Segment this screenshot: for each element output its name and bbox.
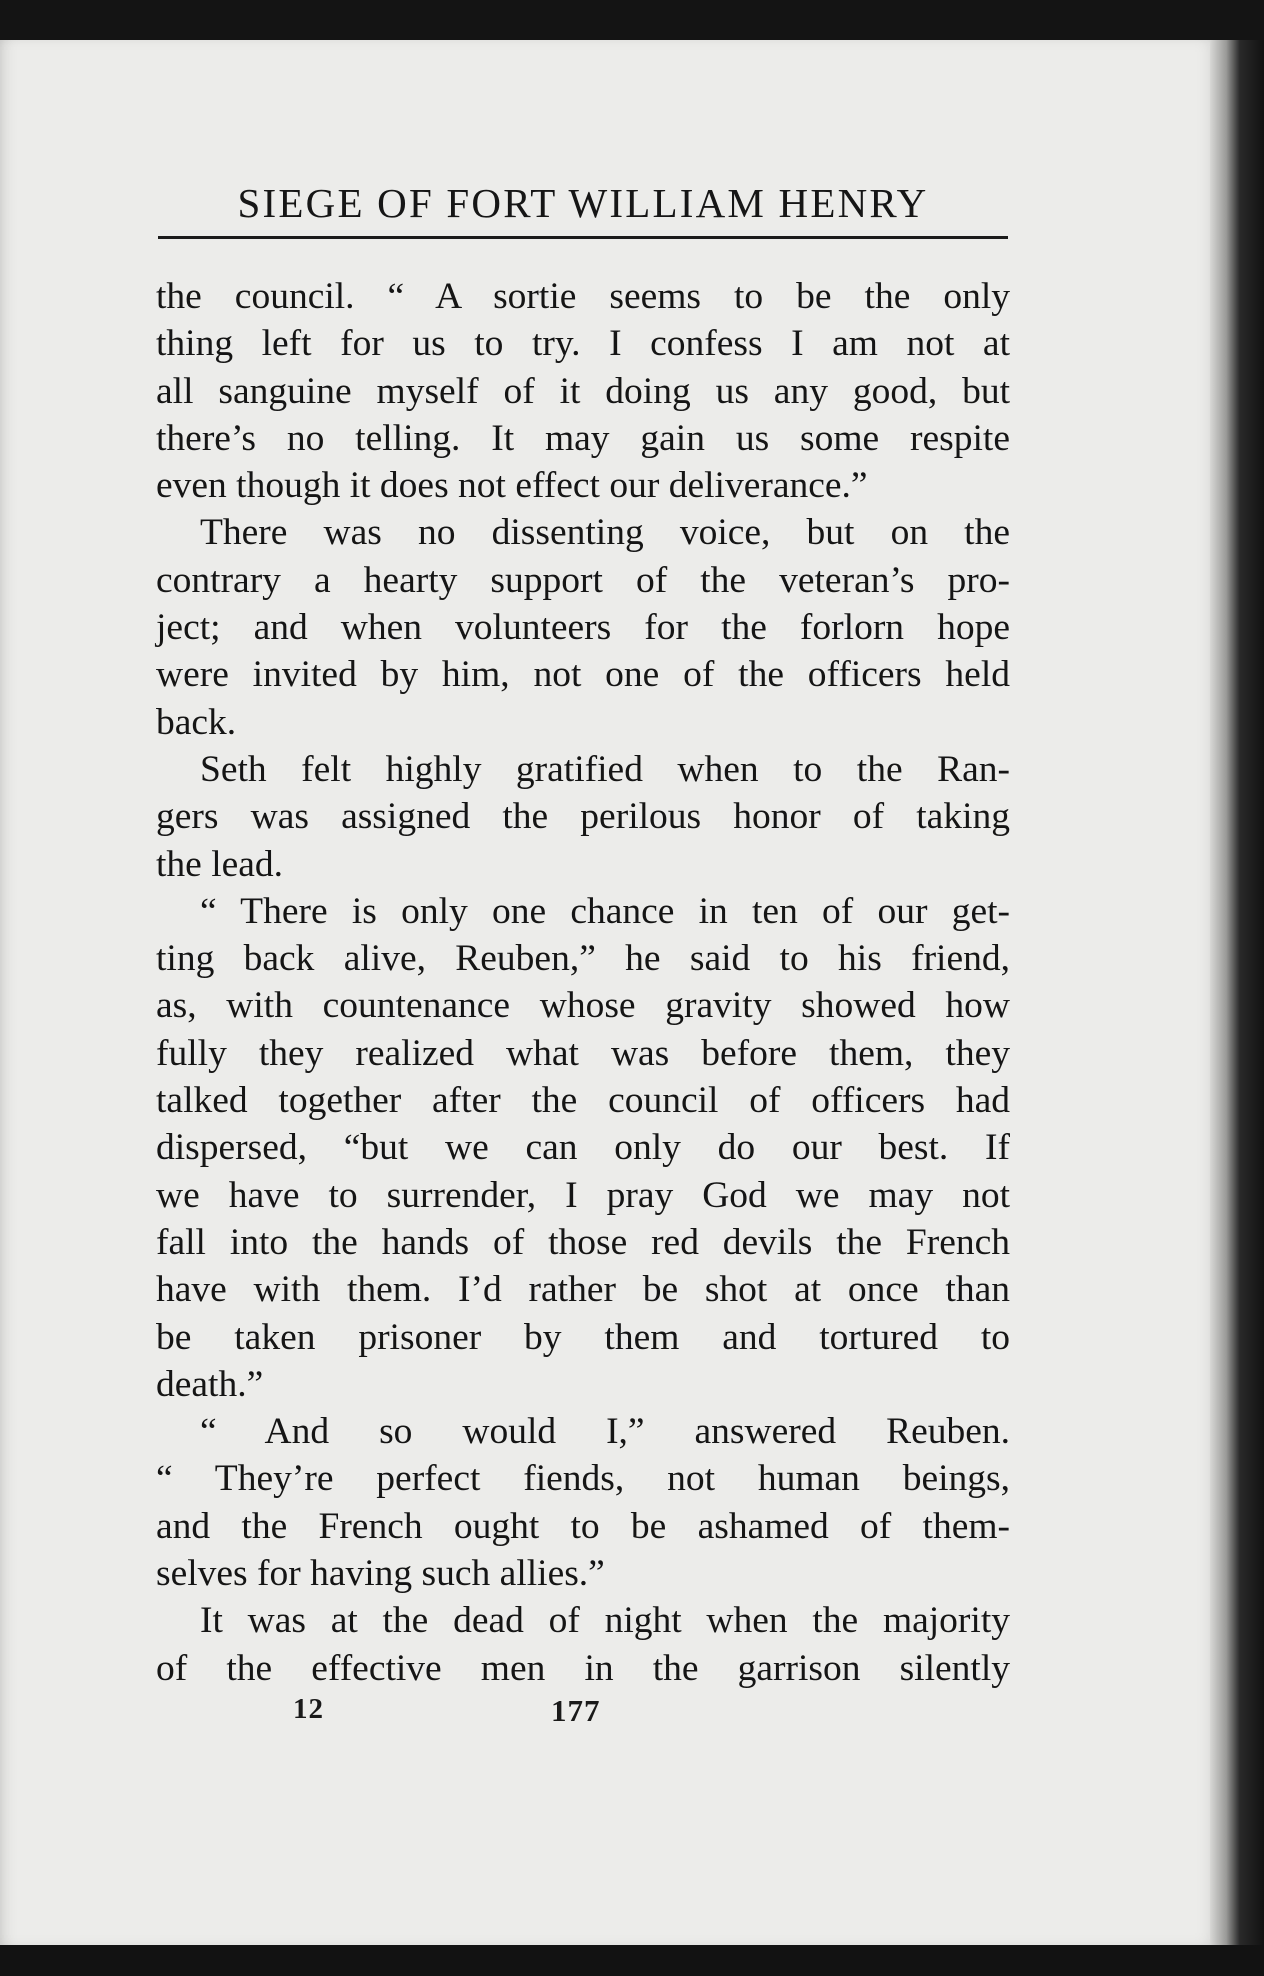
text-line: talked together after the council of officers had <box>156 1080 1010 1122</box>
text-line: fully they realized what was before them, they <box>156 1032 1010 1074</box>
scan-bottom-border <box>0 1945 1264 1976</box>
text-line: all sanguine myself of it doing us any good, but <box>156 370 1010 412</box>
text-line: There was no dissenting voice, but on the <box>200 512 1010 554</box>
text-line: ject; and when volunteers for the forlorn hope <box>156 607 1010 649</box>
text-line: even though it does not effect our deliverance.” <box>156 465 868 507</box>
text-line: be taken prisoner by them and tortured to <box>156 1316 1010 1358</box>
text-line: we have to surrender, I pray God we may not <box>156 1174 1010 1216</box>
text-line: “ There is only one chance in ten of our get- <box>200 890 1010 932</box>
text-line: of the effective men in the garrison silently <box>156 1647 1010 1689</box>
text-line: gers was assigned the perilous honor of taking <box>156 796 1010 838</box>
text-line: as, with countenance whose gravity showed how <box>156 985 1010 1027</box>
text-line: selves for having such allies.” <box>156 1553 605 1595</box>
text-line: death.” <box>156 1363 264 1405</box>
page-number: 177 <box>551 1693 601 1728</box>
text-line: have with them. I’d rather be shot at once than <box>156 1269 1010 1311</box>
text-line: back. <box>156 701 237 743</box>
text-line: contrary a hearty support of the veteran’s pro- <box>156 559 1010 601</box>
page-edge-shadow <box>1210 40 1264 1945</box>
text-line: the lead. <box>156 843 284 885</box>
text-line: “ They’re perfect fiends, not human beings, <box>156 1458 1010 1500</box>
header-rule <box>158 236 1008 239</box>
text-line: Seth felt highly gratified when to the Ran- <box>200 748 1010 790</box>
text-line: fall into the hands of those red devils the French <box>156 1221 1010 1263</box>
text-line: were invited by him, not one of the officers held <box>156 654 1010 696</box>
text-line: thing left for us to try. I confess I am not at <box>156 323 1010 365</box>
signature-mark: 12 <box>293 1693 324 1725</box>
text-line: “ And so would I,” answered Reuben. <box>200 1411 1010 1453</box>
text-line: dispersed, “but we can only do our best. If <box>156 1127 1010 1169</box>
text-line: It was at the dead of night when the majority <box>200 1600 1010 1642</box>
body-text <box>156 273 1010 1692</box>
text-line: ting back alive, Reuben,” he said to his friend, <box>156 938 1010 980</box>
scan-top-border <box>0 0 1264 40</box>
running-head: SIEGE OF FORT WILLIAM HENRY <box>237 180 929 226</box>
text-line: and the French ought to be ashamed of them- <box>156 1505 1010 1547</box>
text-line: there’s no telling. It may gain us some respite <box>156 417 1010 459</box>
text-line: the council. “ A sortie seems to be the only <box>156 276 1010 317</box>
